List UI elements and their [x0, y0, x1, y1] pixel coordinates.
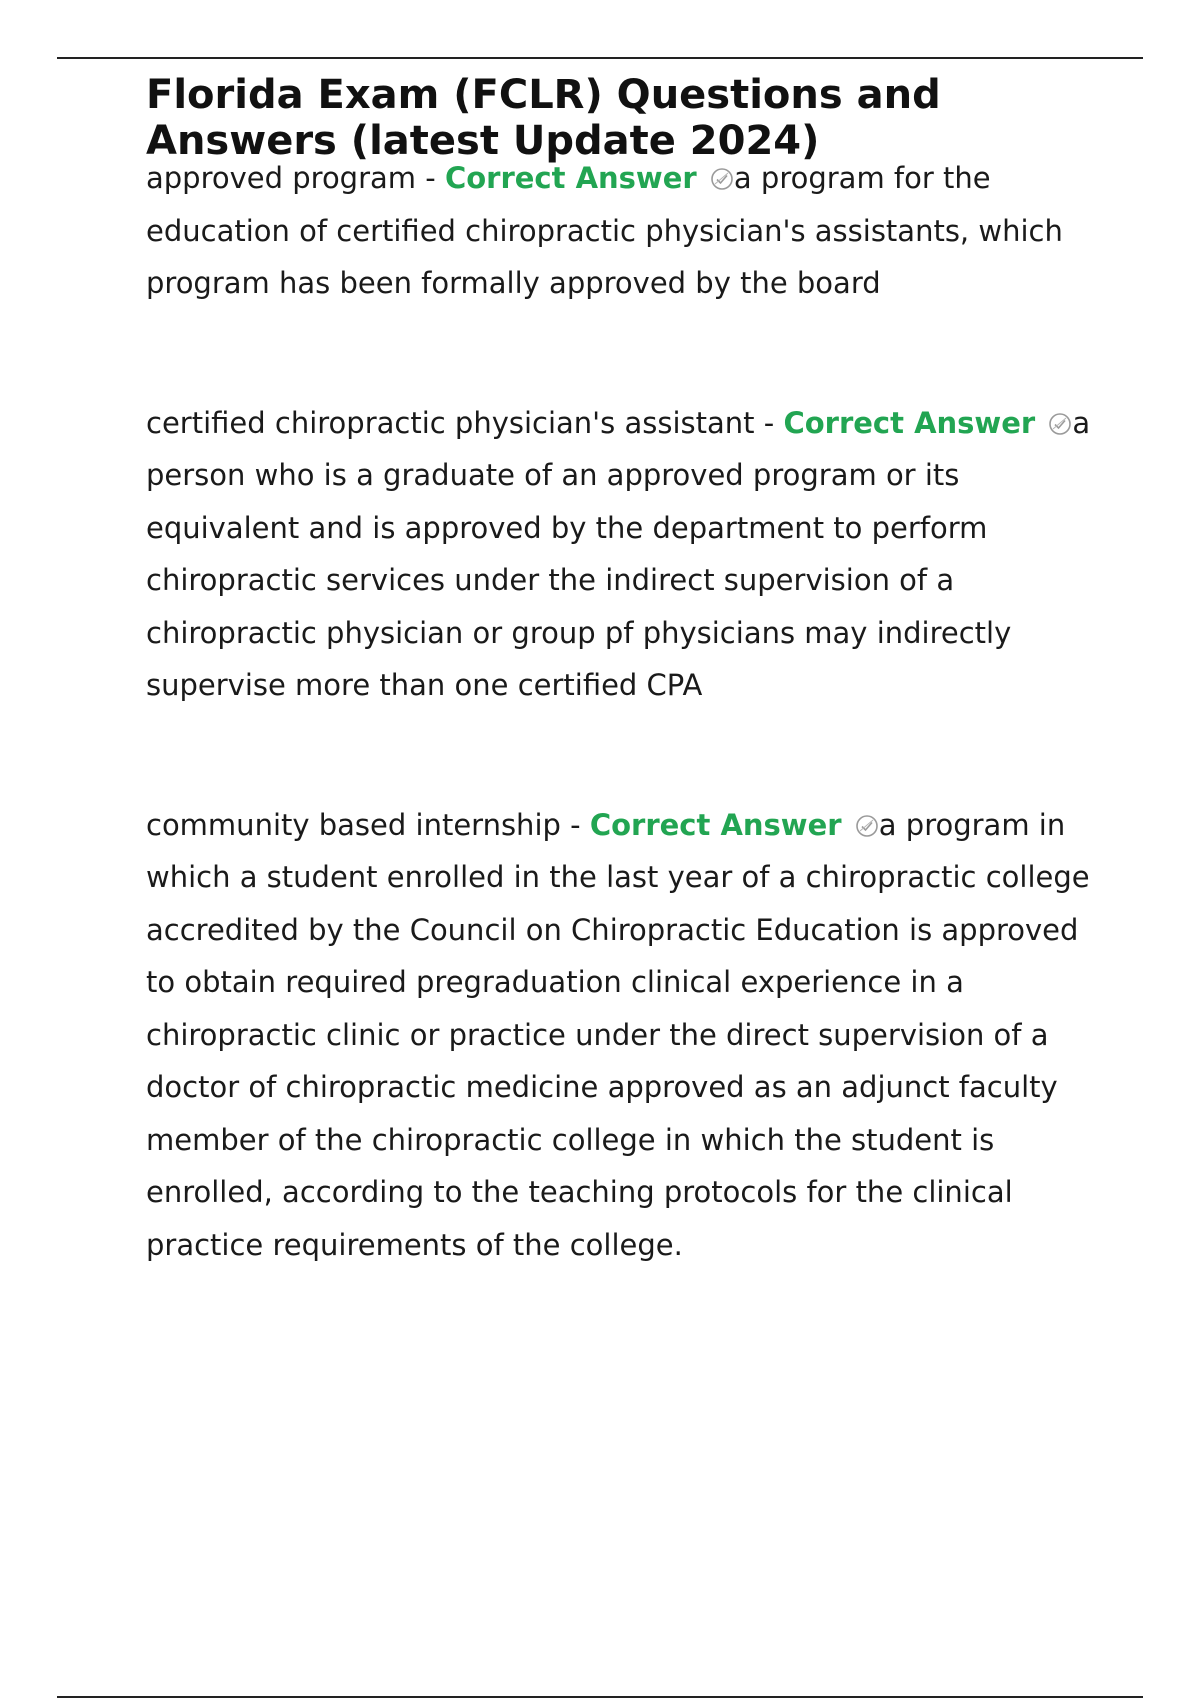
entry-term: community based internship — [146, 807, 561, 842]
correct-answer-label: Correct Answer — [444, 161, 697, 195]
entry-separator: - — [560, 807, 590, 842]
entry-separator: - — [754, 405, 784, 440]
document-title: Florida Exam (FCLR) Questions and Answers (latest Update 2024) — [146, 72, 941, 164]
entry-spacer — [146, 712, 1096, 799]
entry-term: certified chiropractic physician's assistant — [146, 405, 755, 440]
check-circle-icon — [1048, 412, 1072, 436]
document-body — [146, 72, 1096, 1271]
bottom-rule — [57, 1696, 1143, 1698]
qa-entry-community-internship — [146, 799, 1096, 1272]
entry-definition: a program for the education of certified chiropractic physician's assistants, which program has been formally approved by the board — [146, 161, 1063, 300]
entry-term: approved program — [146, 161, 417, 195]
correct-answer-label: Correct Answer — [783, 405, 1036, 440]
entry-definition: a person who is a graduate of an approved program or its equivalent and is approved by the department to perform chiropractic services under the indirect supervision of a chiropractic physician or group pf physicians may indirectly supervise more than one certified CPA — [146, 405, 1091, 702]
qa-entry-approved-program — [146, 152, 1096, 310]
entry-separator: - — [416, 161, 445, 195]
check-circle-icon — [855, 814, 879, 838]
top-rule — [57, 57, 1143, 59]
qa-entry-certified-assistant — [146, 397, 1096, 712]
correct-answer-label: Correct Answer — [589, 807, 842, 842]
entry-definition: a program in which a student enrolled in the last year of a chiropractic college accredited by the Council on Chiropractic Education is approved to obtain required pregraduation clinical experience in a chiropractic clinic or practice under the direct supervision of a doctor of chiropractic medicine approved as an adjunct faculty member of the chiropractic college in which the student is enrolled, according to the teaching protocols for the clinical practice requirements of the college. — [146, 807, 1090, 1262]
entry-spacer — [146, 310, 1096, 397]
check-circle-icon — [710, 167, 734, 191]
